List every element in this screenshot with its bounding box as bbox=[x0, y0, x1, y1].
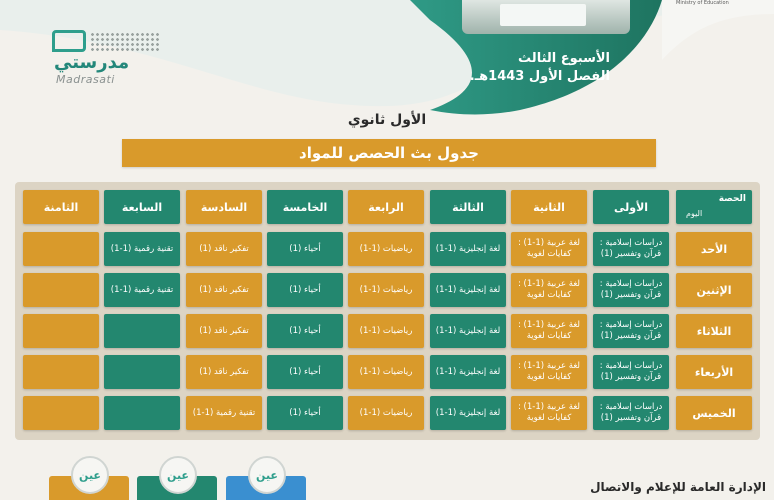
schedule-cell: لغة إنجليزية (1-1) bbox=[430, 232, 506, 266]
schedule-cell: رياضيات (1-1) bbox=[348, 396, 424, 430]
week-line: الأسبوع الثالث bbox=[518, 51, 610, 66]
schedule-cell: تقنية رقمية (1-1) bbox=[104, 232, 180, 266]
schedule-cell: رياضيات (1-1) bbox=[348, 273, 424, 307]
schedule-cell: لغة عربية (1-1) : كفايات لغوية bbox=[511, 314, 587, 348]
schedule-cell: لغة إنجليزية (1-1) bbox=[430, 355, 506, 389]
schedule-cell: أحياء (1) bbox=[267, 314, 343, 348]
schedule-cell: تفكير ناقد (1) bbox=[186, 232, 262, 266]
schedule-cell bbox=[23, 273, 99, 307]
ein-channel-badge-orange[interactable] bbox=[49, 468, 129, 500]
schedule-cell: لغة إنجليزية (1-1) bbox=[430, 273, 506, 307]
schedule-cell: رياضيات (1-1) bbox=[348, 355, 424, 389]
logo-chat-icon bbox=[52, 30, 86, 52]
schedule-cell: لغة عربية (1-1) : كفايات لغوية bbox=[511, 355, 587, 389]
day-label: الأحد bbox=[676, 232, 752, 266]
period-header-3: الثالثة bbox=[430, 190, 506, 224]
ein-channel-badge-blue[interactable] bbox=[226, 468, 306, 500]
period-header-6: السادسة bbox=[186, 190, 262, 224]
schedule-cell: لغة إنجليزية (1-1) bbox=[430, 396, 506, 430]
department-label: الإدارة العامة للإعلام والاتصال bbox=[590, 480, 766, 494]
corner-day-label: اليوم bbox=[686, 209, 703, 218]
schedule-cell bbox=[104, 396, 180, 430]
schedule-cell: دراسات إسلامية : قرآن وتفسير (1) bbox=[593, 232, 669, 266]
ein-logo-icon: عين bbox=[71, 456, 109, 494]
period-header-7: السابعة bbox=[104, 190, 180, 224]
period-header-5: الخامسة bbox=[267, 190, 343, 224]
schedule-cell: دراسات إسلامية : قرآن وتفسير (1) bbox=[593, 314, 669, 348]
week-info bbox=[470, 50, 610, 86]
day-label: الإثنين bbox=[676, 273, 752, 307]
schedule-cell bbox=[23, 314, 99, 348]
logo-dots-icon bbox=[90, 32, 160, 52]
schedule-cell: تفكير ناقد (1) bbox=[186, 314, 262, 348]
schedule-cell: تقنية رقمية (1-1) bbox=[186, 396, 262, 430]
logo-latin-text: Madrasati bbox=[56, 73, 115, 86]
schedule-cell bbox=[23, 396, 99, 430]
schedule-cell bbox=[104, 355, 180, 389]
schedule-cell: تفكير ناقد (1) bbox=[186, 273, 262, 307]
ministry-label: Ministry of Education bbox=[676, 0, 729, 6]
logo-arabic-text: مدرستي bbox=[54, 52, 130, 73]
laptop-illustration bbox=[462, 0, 630, 34]
term-line: الفصل الأول 1443هـ. bbox=[469, 69, 610, 84]
schedule-cell: لغة عربية (1-1) : كفايات لغوية bbox=[511, 232, 587, 266]
schedule-cell: دراسات إسلامية : قرآن وتفسير (1) bbox=[593, 355, 669, 389]
schedule-cell: لغة عربية (1-1) : كفايات لغوية bbox=[511, 273, 587, 307]
period-header-8: الثامنة bbox=[23, 190, 99, 224]
period-header-1: الأولى bbox=[593, 190, 669, 224]
day-label: الخميس bbox=[676, 396, 752, 430]
schedule-title: جدول بث الحصص للمواد bbox=[122, 139, 656, 167]
corner-period-label: الحصة bbox=[718, 194, 746, 204]
schedule-cell: دراسات إسلامية : قرآن وتفسير (1) bbox=[593, 396, 669, 430]
schedule-cell: أحياء (1) bbox=[267, 232, 343, 266]
schedule-cell: تقنية رقمية (1-1) bbox=[104, 273, 180, 307]
schedule-cell: رياضيات (1-1) bbox=[348, 314, 424, 348]
schedule-cell: أحياء (1) bbox=[267, 273, 343, 307]
schedule-cell: تفكير ناقد (1) bbox=[186, 355, 262, 389]
madrasati-logo bbox=[50, 30, 160, 86]
schedule-cell: لغة عربية (1-1) : كفايات لغوية bbox=[511, 396, 587, 430]
schedule-cell bbox=[23, 355, 99, 389]
schedule-cell bbox=[104, 314, 180, 348]
schedule-cell: أحياء (1) bbox=[267, 355, 343, 389]
grade-title: الأول ثانوي bbox=[347, 112, 427, 128]
ein-logo-icon: عين bbox=[159, 456, 197, 494]
period-header-4: الرابعة bbox=[348, 190, 424, 224]
ein-channel-badge-green[interactable] bbox=[137, 468, 217, 500]
corner-header bbox=[676, 190, 752, 224]
schedule-cell: رياضيات (1-1) bbox=[348, 232, 424, 266]
schedule-cell bbox=[23, 232, 99, 266]
schedule-cell: أحياء (1) bbox=[267, 396, 343, 430]
day-label: الأربعاء bbox=[676, 355, 752, 389]
day-label: الثلاثاء bbox=[676, 314, 752, 348]
ein-logo-icon: عين bbox=[248, 456, 286, 494]
schedule-cell: دراسات إسلامية : قرآن وتفسير (1) bbox=[593, 273, 669, 307]
period-header-2: الثانية bbox=[511, 190, 587, 224]
schedule-cell: لغة إنجليزية (1-1) bbox=[430, 314, 506, 348]
